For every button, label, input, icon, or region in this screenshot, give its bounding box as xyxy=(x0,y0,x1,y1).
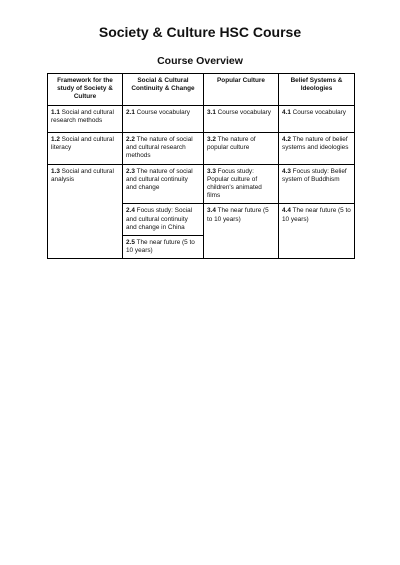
cell-text: Course vocabulary xyxy=(217,109,271,116)
cell-number: 3.2 xyxy=(207,136,216,143)
table-cell xyxy=(279,106,355,133)
cell-text: Focus study: Belief system of Buddhism xyxy=(282,167,347,183)
header-continuity-change: Social & Cultural Continuity & Change xyxy=(123,74,204,106)
cell-number: 2.5 xyxy=(126,238,135,246)
cell-text: The near future (5 to 10 years) xyxy=(126,238,195,255)
cell-text: Course vocabulary xyxy=(136,109,190,116)
table-row xyxy=(48,164,355,204)
table-cell xyxy=(123,235,204,258)
table-cell xyxy=(204,164,279,204)
cell-text: The near future (5 to 10 years) xyxy=(207,207,269,223)
table-cell xyxy=(123,133,204,165)
cell-number: 3.3 xyxy=(207,167,216,175)
table-cell xyxy=(204,133,279,165)
cell-text: The nature of social and cultural continuity and change xyxy=(126,167,193,191)
table-cell xyxy=(123,204,204,236)
document-title: Society & Culture HSC Course xyxy=(98,24,302,40)
table-cell xyxy=(204,204,279,259)
table-header-row xyxy=(48,74,355,106)
cell-number: 2.1 xyxy=(126,109,135,116)
cell-text: The nature of belief systems and ideologies xyxy=(282,136,349,152)
course-overview-table xyxy=(47,73,355,259)
header-framework: Framework for the study of Society & Culture xyxy=(48,74,123,106)
cell-text: Focus study: Popular culture of children's animated films xyxy=(207,167,262,200)
table-cell xyxy=(204,106,279,133)
cell-text: Social and cultural literacy xyxy=(51,136,114,152)
cell-number: 4.3 xyxy=(282,167,291,175)
table-cell xyxy=(123,106,204,133)
cell-text: The near future (5 to 10 years) xyxy=(282,207,351,223)
cell-text: Focus study: Social and cultural continuity and change in China xyxy=(126,207,193,231)
cell-number: 4.1 xyxy=(282,109,291,116)
table-cell xyxy=(48,164,123,259)
cell-number: 2.2 xyxy=(126,136,135,143)
table-cell xyxy=(279,204,355,259)
cell-number: 1.3 xyxy=(51,167,60,175)
table-cell xyxy=(48,133,123,165)
document-subtitle: Course Overview xyxy=(157,55,243,67)
cell-number: 2.4 xyxy=(126,207,135,215)
cell-number: 3.4 xyxy=(207,207,216,215)
cell-number: 1.2 xyxy=(51,136,60,143)
cell-text: Social and cultural analysis xyxy=(51,167,114,183)
table-row xyxy=(48,106,355,133)
cell-number: 1.1 xyxy=(51,109,60,116)
header-belief-systems: Belief Systems & Ideologies xyxy=(279,74,355,106)
table-cell xyxy=(279,164,355,204)
table-cell xyxy=(123,164,204,204)
cell-number: 2.3 xyxy=(126,167,135,175)
cell-number: 3.1 xyxy=(207,109,216,116)
header-popular-culture: Popular Culture xyxy=(204,74,279,106)
cell-number: 4.4 xyxy=(282,207,291,215)
cell-text: Course vocabulary xyxy=(292,109,346,116)
cell-text: Social and cultural research methods xyxy=(51,109,114,125)
table-row xyxy=(48,133,355,165)
table-cell xyxy=(279,133,355,165)
cell-text: The nature of social and cultural research methods xyxy=(126,136,193,160)
table-cell xyxy=(48,106,123,133)
cell-number: 4.2 xyxy=(282,136,291,143)
cell-text: The nature of popular culture xyxy=(207,136,256,152)
